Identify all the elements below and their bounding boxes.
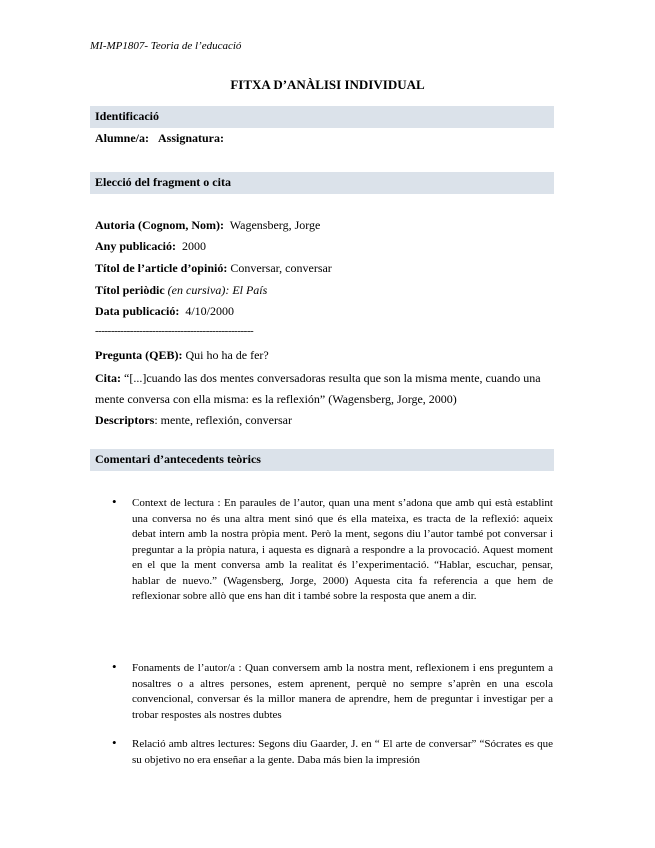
section-title-identificacio: Identificació xyxy=(95,109,159,123)
list-item: Context de lectura : En paraules de l’autor, quan una ment s’adona que amb qui està establint una conversa no és una altra ment sinó que és ella mateixa, es tracta de la reflexió: aqueix debat intern amb la nostra pròpia ment. Però la ment, segons diu l’autor també pot conversar i preguntar a la pròpia natura, i aquesta es dignarà a respondre a la provocació. Aquest moment en el que la ment conversa amb la realitat és l’experimentació. “Hablar, escuchar, pensar, hablar de nuevo.” (Wagensberg, Jorge, 2000) Aquesta cita fa referencia a que hem de reflexionar sobre allò que ens han dit i també sobre la resposta que anem a dir. xyxy=(132,497,553,602)
any-label: Any publicació: xyxy=(95,239,177,253)
section-title-eleccio: Elecció del fragment o cita xyxy=(95,175,231,189)
identificacio-row xyxy=(95,131,224,146)
any-value: 2000 xyxy=(182,239,207,253)
cita-label: Cita: xyxy=(95,371,121,385)
bullet-icon: • xyxy=(112,735,117,750)
autoria-row xyxy=(95,218,320,233)
titol-article-value: Conversar, conversar xyxy=(230,261,332,275)
titol-periodic-label: Títol periòdic xyxy=(95,283,165,297)
section-bar-identificacio xyxy=(90,106,554,128)
descriptors-row xyxy=(95,413,292,428)
bullet-icon: • xyxy=(112,494,117,509)
pregunta-label: Pregunta (QEB): xyxy=(95,348,183,362)
descriptors-label: Descriptors xyxy=(95,413,155,427)
titol-periodic-note: (en cursiva): xyxy=(167,283,230,297)
autoria-value: Wagensberg, Jorge xyxy=(229,218,321,232)
assignatura-label: Assignatura: xyxy=(158,131,225,145)
data-label: Data publicació: xyxy=(95,304,180,318)
bullet-icon: • xyxy=(112,659,117,674)
descriptors-value: : mente, reflexión, conversar xyxy=(154,413,292,427)
course-header: MI-MP1807- Teoria de l’educació xyxy=(90,40,242,52)
document-title: FITXA D’ANÀLISI INDIVIDUAL xyxy=(230,77,425,92)
autoria-label: Autoria (Cognom, Nom): xyxy=(95,218,224,232)
pregunta-row xyxy=(95,348,269,363)
titol-article-label: Títol de l’article d’opinió: xyxy=(95,261,228,275)
section-title-comentari: Comentari d’antecedents teòrics xyxy=(95,452,261,466)
titol-article-row xyxy=(95,261,332,276)
dashed-divider: -------------------------------------------------- xyxy=(95,325,254,337)
data-value: 4/10/2000 xyxy=(185,304,235,318)
cita-value: “[...]cuando las dos mentes conversadoras resulta que son la misma mente, cuando una mente conversa con ella misma: es la reflexión” (Wagensberg, Jorge, 2000) xyxy=(95,371,541,406)
titol-periodic-value: El País xyxy=(232,283,268,297)
any-row xyxy=(95,239,206,254)
data-row xyxy=(95,304,234,319)
alumne-label: Alumne/a: xyxy=(95,131,149,145)
list-item: Relació amb altres lectures: Segons diu Gaarder, J. en “ El arte de conversar” “Sócrates es que su objetivo no era enseñar a la gente. Daba más bien la impresión xyxy=(132,738,553,766)
pregunta-value: Qui ho ha de fer? xyxy=(185,348,269,362)
cita-block xyxy=(95,368,555,410)
titol-periodic-row xyxy=(95,283,267,298)
list-item: Fonaments de l’autor/a : Quan conversem amb la nostra ment, reflexionem i ens preguntem a nosaltres o a altres persones, estem aprenent, perquè no sempre s’aprèn en una escola convencional, conversar és la millor manera de aprendre, hem de preguntar i investigar per a trobar respostes als nostres dubtes xyxy=(132,662,553,721)
